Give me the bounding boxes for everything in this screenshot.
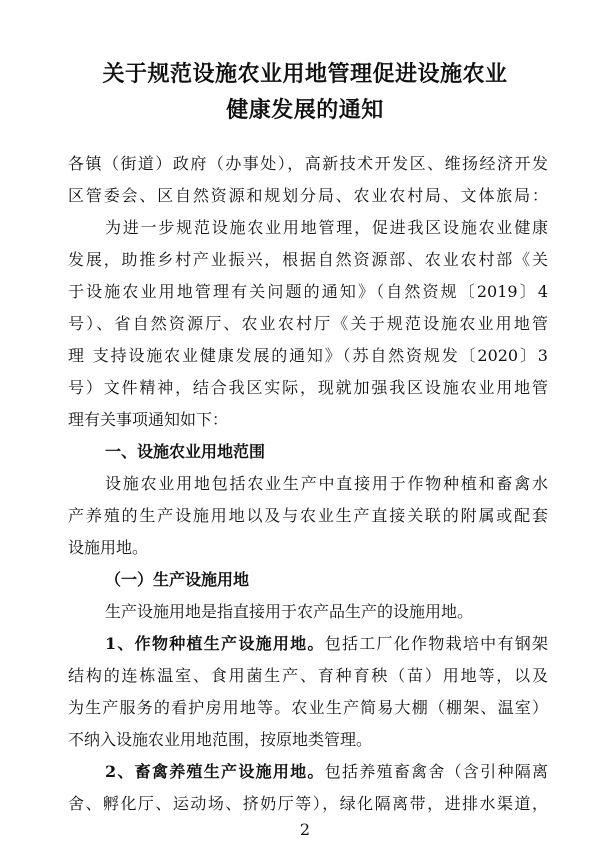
subsection-heading: （一）生产设施用地 xyxy=(105,570,250,589)
body-line: 发展，助推乡村产业振兴，根据自然资源部、农业农村部《关 xyxy=(68,250,548,269)
body-line: 理有关事项通知如下： xyxy=(68,410,229,429)
item-line xyxy=(105,634,548,654)
item-text: 包括工厂化作物栽培中有钢架 xyxy=(324,634,548,653)
body-line: 区管委会、区自然资源和规划分局、农业农村局、文体旅局： xyxy=(68,186,548,205)
body-line: 于设施农业用地管理有关问题的通知》（自然资规〔2019〕4 xyxy=(68,282,548,301)
body-line: 产养殖的生产设施用地以及与农业生产直接关联的附属或配套 xyxy=(68,506,548,525)
body-line: 为生产服务的看护房用地等。农业生产简易大棚（棚架、温室） xyxy=(68,698,548,717)
document-title-line-2: 健康发展的通知 xyxy=(226,97,384,123)
page-number: 2 xyxy=(299,820,311,839)
item-heading: 1、作物种植生产设施用地。 xyxy=(105,634,325,653)
body-line: 各镇（街道）政府（办事处），高新技术开发区、维扬经济开发 xyxy=(68,154,548,173)
section-heading: 一、设施农业用地范围 xyxy=(105,442,266,461)
item-line xyxy=(105,762,548,782)
body-line: 理 支持设施农业健康发展的通知》（苏自然资规发〔2020〕3 xyxy=(68,346,548,365)
body-line: 为进一步规范设施农业用地管理，促进我区设施农业健康 xyxy=(105,218,548,237)
body-line: 不纳入设施农业用地范围，按原地类管理。 xyxy=(68,730,373,749)
body-line: 设施用地。 xyxy=(68,538,149,557)
body-line: 设施农业用地包括农业生产中直接用于作物种植和畜禽水 xyxy=(105,474,548,493)
document-title-line-1: 关于规范设施农业用地管理促进设施农业 xyxy=(102,61,508,87)
body-line: 号）、省自然资源厅、农业农村厅《关于规范设施农业用地管 xyxy=(68,314,548,333)
item-heading: 2、畜禽养殖生产设施用地。 xyxy=(105,762,325,781)
body-line: 号）文件精神，结合我区实际，现就加强我区设施农业用地管 xyxy=(68,378,548,397)
body-line: 生产设施用地是指直接用于农产品生产的设施用地。 xyxy=(105,602,474,621)
body-line: 结构的连栋温室、食用菌生产、育种育秧（苗）用地等，以及 xyxy=(68,666,548,685)
body-line: 舍、孵化厅、运动场、挤奶厅等），绿化隔离带，进排水渠道， xyxy=(68,794,548,813)
item-text: 包括养殖畜禽舍（含引种隔离 xyxy=(324,762,548,781)
